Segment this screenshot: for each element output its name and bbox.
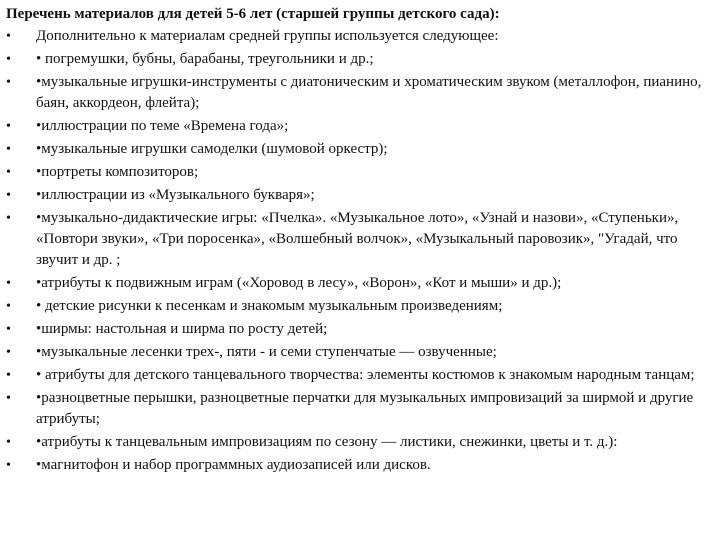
list-item-text: •портреты композиторов; <box>36 164 199 180</box>
list-item <box>6 116 702 137</box>
list-item-text: •магнитофон и набор программных аудиозаписей или дисков. <box>36 457 431 473</box>
bullet-icon: • <box>6 391 11 406</box>
bullet-icon: • <box>6 75 11 90</box>
bullet-icon: • <box>6 345 11 360</box>
list-item-text: •разноцветные перышки, разноцветные перчатки для музыкальных импровизаций за ширмой и другие атрибуты; <box>36 390 694 427</box>
list-item <box>6 139 702 160</box>
list-item-text: •музыкальные игрушки-инструменты с диатоническим и хроматическим звуком (металлофон, пианино, баян, аккордеон, флейта); <box>36 74 702 111</box>
materials-list <box>6 26 702 476</box>
list-item-text: •иллюстрации по теме «Времена года»; <box>36 118 289 134</box>
list-item-text: •иллюстрации из «Музыкального букваря»; <box>36 187 315 203</box>
list-item <box>6 162 702 183</box>
bullet-icon: • <box>6 435 11 450</box>
list-item <box>6 296 702 317</box>
list-item <box>6 432 702 453</box>
document-title: Перечень материалов для детей 5-6 лет (старшей группы детского сада): <box>6 6 500 22</box>
list-item-text: • атрибуты для детского танцевального творчества: элементы костюмов к знакомым народным танцам; <box>36 367 695 383</box>
list-item <box>6 319 702 340</box>
list-item <box>6 273 702 294</box>
list-item <box>6 185 702 206</box>
bullet-icon: • <box>6 299 11 314</box>
list-item-text: •музыкально-дидактические игры: «Пчелка». «Музыкальное лото», «Узнай и назови», «Ступеньки», «Повтори звуки», «Три поросенка», «Волшебный волчок», «Музыкальный паровозик», "Угадай, что звучит и др. ; <box>36 210 679 268</box>
list-item-text: Дополнительно к материалам средней группы используется следующее: <box>36 28 499 44</box>
list-item <box>6 342 702 363</box>
list-item <box>6 365 702 386</box>
bullet-icon: • <box>6 458 11 473</box>
list-item <box>6 49 702 70</box>
list-item <box>6 208 702 271</box>
list-item-text: •ширмы: настольная и ширма по росту детей; <box>36 321 328 337</box>
bullet-icon: • <box>6 142 11 157</box>
list-item-text: •музыкальные лесенки трех-, пяти - и семи ступенчатые — озвученные; <box>36 344 497 360</box>
list-item-text: •атрибуты к подвижным играм («Хоровод в лесу», «Ворон», «Кот и мыши» и др.); <box>36 275 562 291</box>
bullet-icon: • <box>6 276 11 291</box>
bullet-icon: • <box>6 119 11 134</box>
list-item-text: •музыкальные игрушки самоделки (шумовой оркестр); <box>36 141 388 157</box>
bullet-icon: • <box>6 165 11 180</box>
list-item <box>6 455 702 476</box>
bullet-icon: • <box>6 188 11 203</box>
bullet-icon: • <box>6 322 11 337</box>
list-item-text: • погремушки, бубны, барабаны, треугольники и др.; <box>36 51 374 67</box>
bullet-icon: • <box>6 29 11 44</box>
list-item <box>6 388 702 430</box>
bullet-icon: • <box>6 52 11 67</box>
list-item-text: • детские рисунки к песенкам и знакомым музыкальным произведениям; <box>36 298 503 314</box>
list-item <box>6 26 702 47</box>
list-item-text: •атрибуты к танцевальным импровизациям по сезону — листики, снежинки, цветы и т. д.): <box>36 434 618 450</box>
list-item <box>6 72 702 114</box>
bullet-icon: • <box>6 368 11 383</box>
bullet-icon: • <box>6 211 11 226</box>
